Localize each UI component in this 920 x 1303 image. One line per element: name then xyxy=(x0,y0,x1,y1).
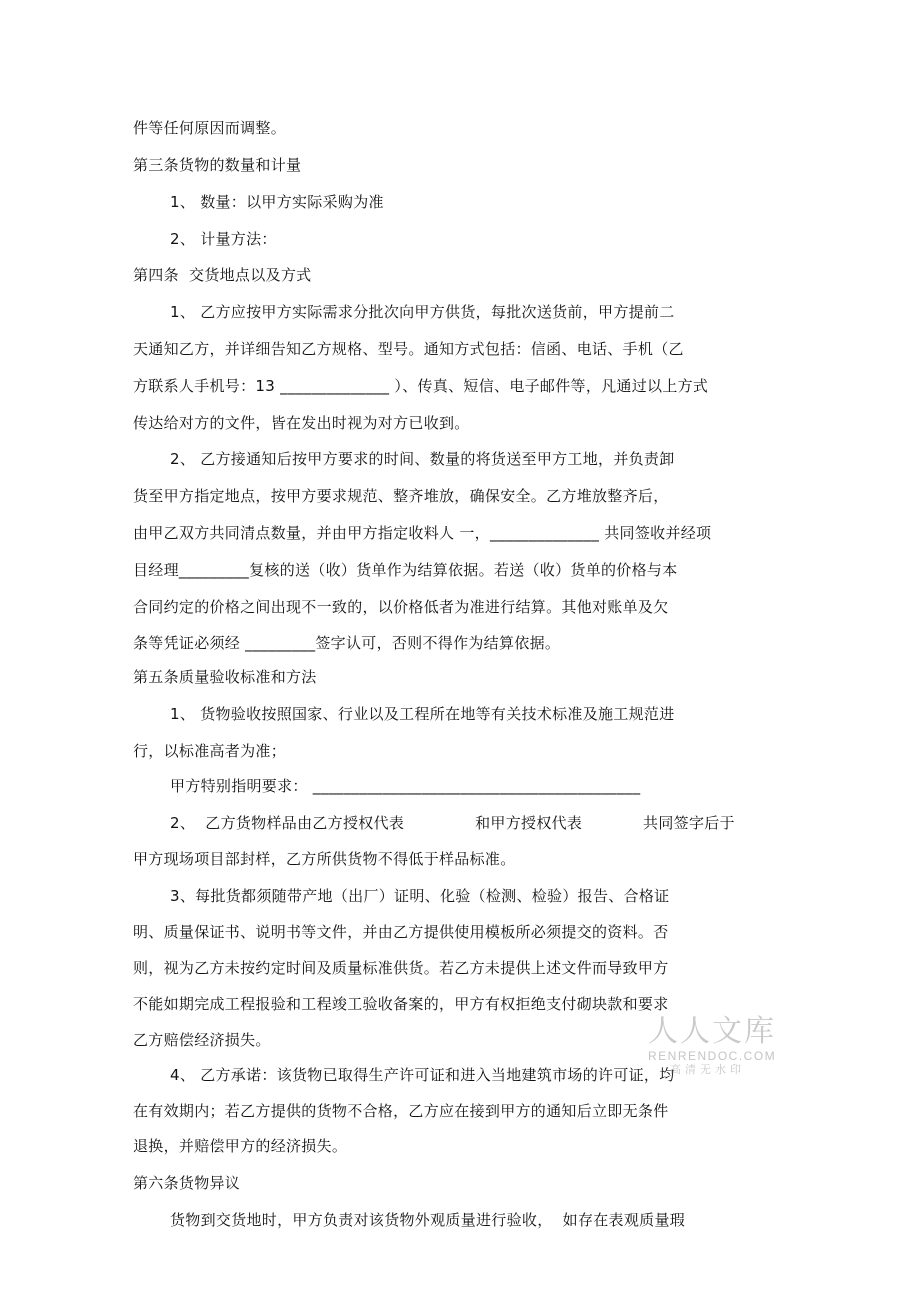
watermark-site: RENRENDOC.COM xyxy=(648,1049,777,1063)
text-line: 退换，并赔偿甲方的经济损失。 xyxy=(133,1137,348,1155)
text-line: 天通知乙方，并详细告知乙方规格、型号。通知方式包括：信函、电话、手机（乙 xyxy=(133,340,684,358)
text-line: 1、 数量：以甲方实际采购为准 xyxy=(170,193,384,211)
text-line: 则，视为乙方未按约定时间及质量标准供货。若乙方未提供上述文件而导致甲方 xyxy=(133,959,669,977)
text-line: 件等任何原因而调整。 xyxy=(133,119,287,137)
text-line: 2、 计量方法： xyxy=(170,230,277,248)
text-line: 4、 乙方承诺：该货物已取得生产许可证和进入当地建筑市场的许可证，均 xyxy=(170,1066,675,1084)
text-line: 1、 乙方应按甲方实际需求分批次向甲方供货，每批次送货前，甲方提前二 xyxy=(170,303,675,321)
text-line: 方联系人手机号：13 ______________ ）、传真、短信、电子邮件等，凡通过以上方式 xyxy=(133,377,709,395)
text-line: 目经理_________复核的送（收）货单作为结算依据。若送（收）货单的价格与本 xyxy=(133,561,678,579)
watermark-logo xyxy=(648,1015,788,1077)
text-line: 2、 乙方货物样品由乙方授权代表 和甲方授权代表 共同签字后于 xyxy=(170,814,735,832)
section-heading: 第三条货物的数量和计量 xyxy=(133,156,302,174)
watermark-brand: 人人文库 xyxy=(648,1014,776,1049)
text-line: 不能如期完成工程报验和工程竣工验收备案的，甲方有权拒绝支付砌块款和要求 xyxy=(133,995,669,1013)
text-line: 甲方特别指明要求： __________________________________________ xyxy=(170,777,641,795)
text-line: 货物到交货地时，甲方负责对该货物外观质量进行验收， 如存在表观质量瑕 xyxy=(170,1211,686,1229)
text-line: 行，以标准高者为准； xyxy=(133,742,287,760)
text-line: 货至甲方指定地点，按甲方要求规范、整齐堆放，确保安全。乙方堆放整齐后， xyxy=(133,487,669,505)
text-line: 由甲乙双方共同清点数量，并由甲方指定收料人 一，______________ 共同签收并经项 xyxy=(133,524,712,542)
text-line: 2、 乙方接通知后按甲方要求的时间、数量的将货送至甲方工地，并负责卸 xyxy=(170,450,675,468)
section-heading: 第四条 交货地点以及方式 xyxy=(133,266,312,284)
watermark-tagline: 高清无水印 xyxy=(670,1063,745,1076)
text-line: 条等凭证必须经 _________签字认可，否则不得作为结算依据。 xyxy=(133,634,561,652)
text-line: 乙方赔偿经济损失。 xyxy=(133,1031,271,1049)
text-line: 在有效期内；若乙方提供的货物不合格，乙方应在接到甲方的通知后立即无条件 xyxy=(133,1102,669,1120)
text-line: 甲方现场项目部封样，乙方所供货物不得低于样品标准。 xyxy=(133,850,516,868)
text-line: 1、 货物验收按照国家、行业以及工程所在地等有关技术标准及施工规范进 xyxy=(170,705,675,723)
text-line: 传达给对方的文件，皆在发出时视为对方已收到。 xyxy=(133,414,470,432)
text-line: 明、质量保证书、说明书等文件，并由乙方提供使用模板所必须提交的资料。否 xyxy=(133,923,669,941)
text-line: 合同约定的价格之间出现不一致的，以价格低者为准进行结算。其他对账单及欠 xyxy=(133,598,669,616)
text-line: 3、每批货都须随带产地（出厂）证明、化验（检测、检验）报告、合格证 xyxy=(170,887,670,905)
section-heading: 第六条货物异议 xyxy=(133,1174,241,1192)
section-heading: 第五条质量验收标准和方法 xyxy=(133,668,317,686)
